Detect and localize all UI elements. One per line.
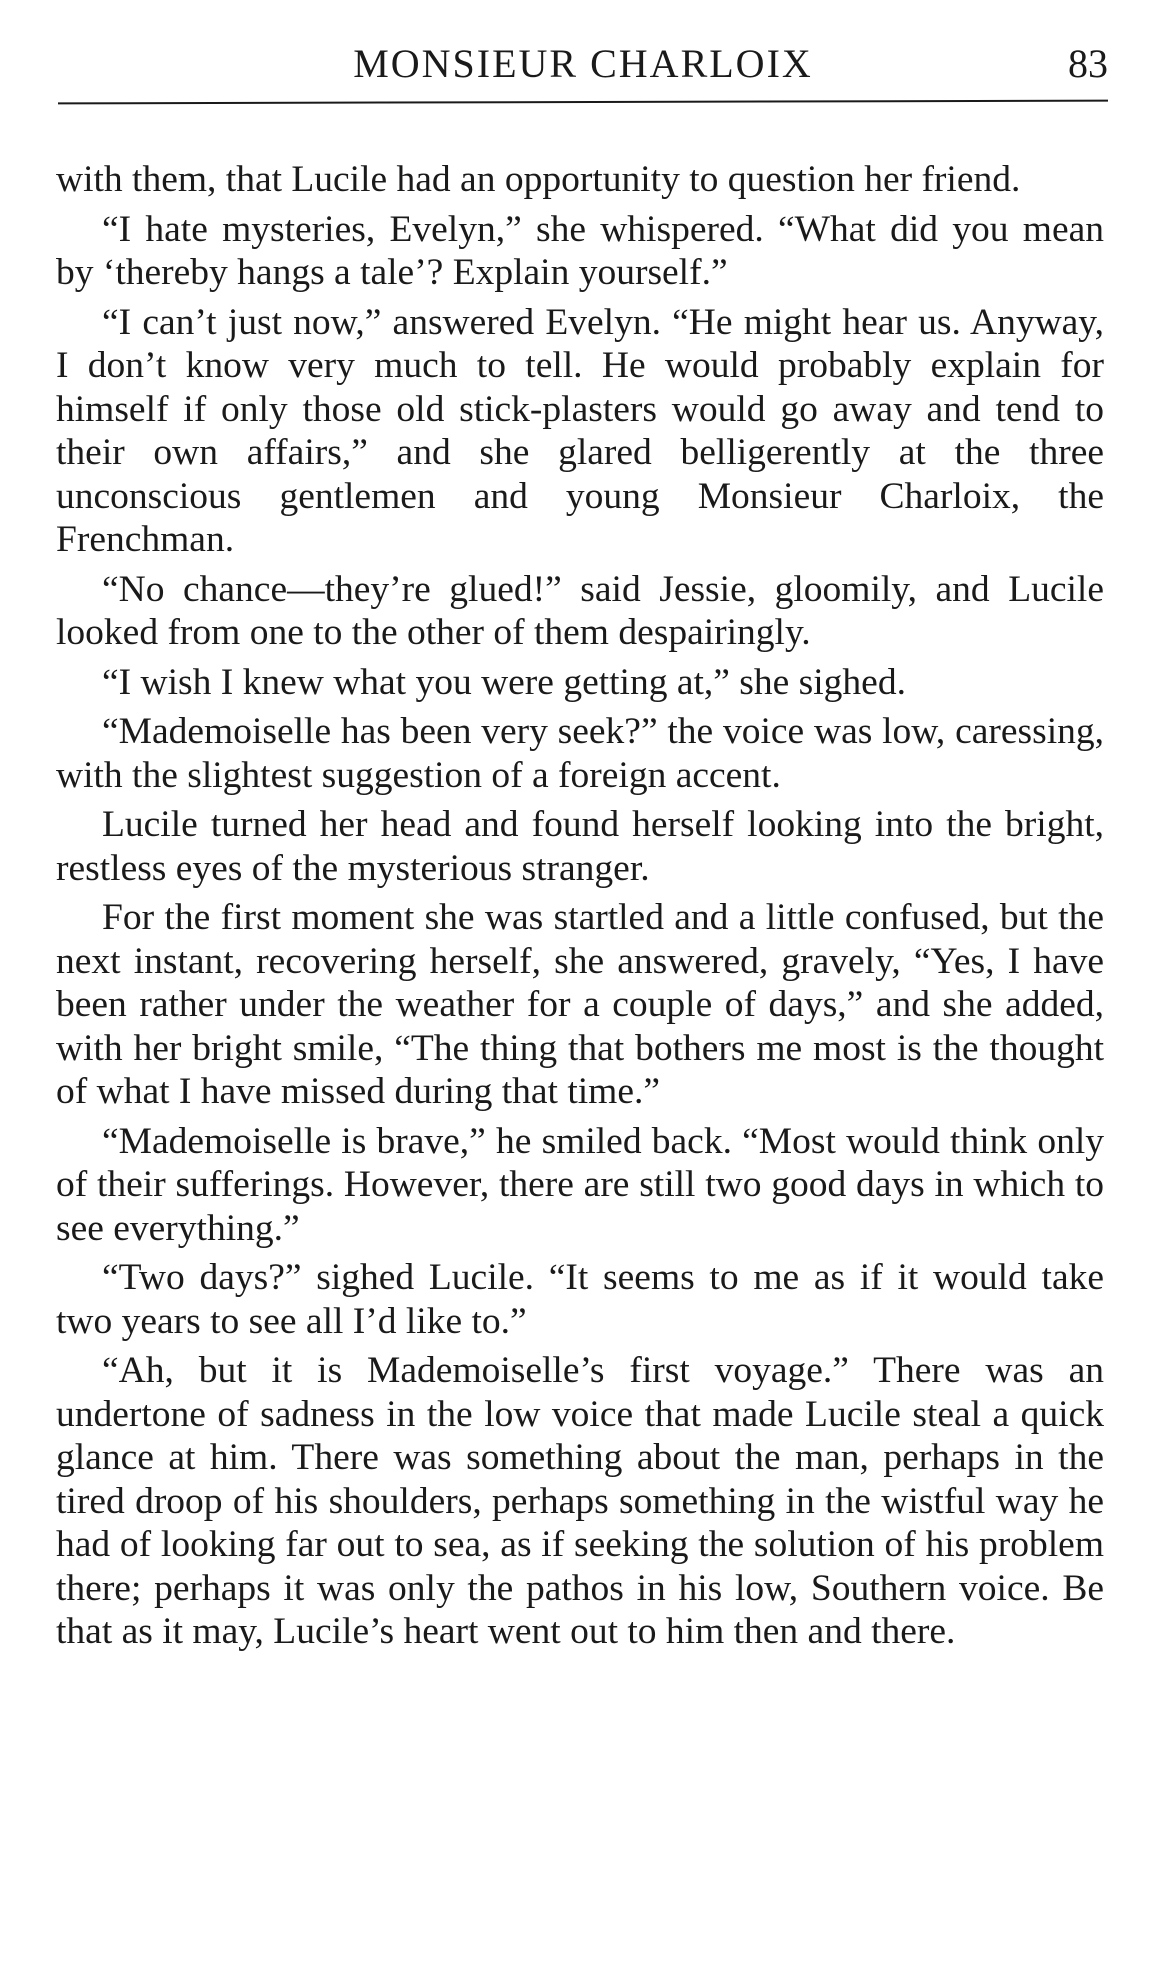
paragraph: “Two days?” sighed Lucile. “It seems to me as if it would take two years to see all I’d like to.” [56, 1257, 1104, 1342]
paragraph: “I wish I knew what you were getting at,” she sighed. [102, 661, 906, 703]
header-rule [58, 100, 1108, 105]
running-head [58, 34, 1108, 94]
paragraph: “No chance—they’re glued!” said Jessie, gloomily, and Lucile looked from one to the other of them despairingly. [56, 568, 1104, 653]
paragraph: For the first moment she was startled and a little confused, but the next instant, recovering herself, she answered, gravely, “Yes, I have been rather under the weather for a couple of days,” and she added, with her bright smile, “The thing that bothers me most is the thought of what I have missed during that time.” [56, 897, 1104, 1112]
page-number: 83 [1068, 41, 1108, 86]
paragraph: with them, that Lucile had an opportunity to question her friend. [56, 159, 1021, 200]
paragraph: “I hate mysteries, Evelyn,” she whispered. “What did you mean by ‘thereby hangs a tale’? Explain yourself.” [56, 208, 1104, 293]
paragraph: “Mademoiselle is brave,” he smiled back. “Most would think only of their sufferings. However, there are still two good days in which to see everything.” [56, 1120, 1104, 1249]
paragraph: Lucile turned her head and found herself looking into the bright, restless eyes of the mysterious stranger. [56, 804, 1104, 889]
paragraph: “Ah, but it is Mademoiselle’s first voyage.” There was an undertone of sadness in the low voice that made Lucile steal a quick glance at him. There was something about the man, perhaps in the tired droop of his shoulders, perhaps something in the wistful way he had of looking far out to sea, as if seeking the solution of his problem there; perhaps it was only the pathos in his low, Southern voice. Be that as it may, Lucile’s heart went out to him then and there. [56, 1350, 1104, 1652]
paragraph: “I can’t just now,” answered Evelyn. “He might hear us. Anyway, I don’t know very much to tell. He would probably explain for himself if only those old stick-plasters would go away and tend to their own affairs,” and she glared belligerently at the three unconscious gentlemen and young Monsieur Charloix, the Frenchman. [56, 301, 1104, 560]
paragraph: “Mademoiselle has been very seek?” the voice was low, caressing, with the slightest suggestion of a foreign accent. [56, 711, 1104, 796]
running-title: MONSIEUR CHARLOIX [353, 41, 813, 86]
body-text [56, 158, 1104, 1660]
